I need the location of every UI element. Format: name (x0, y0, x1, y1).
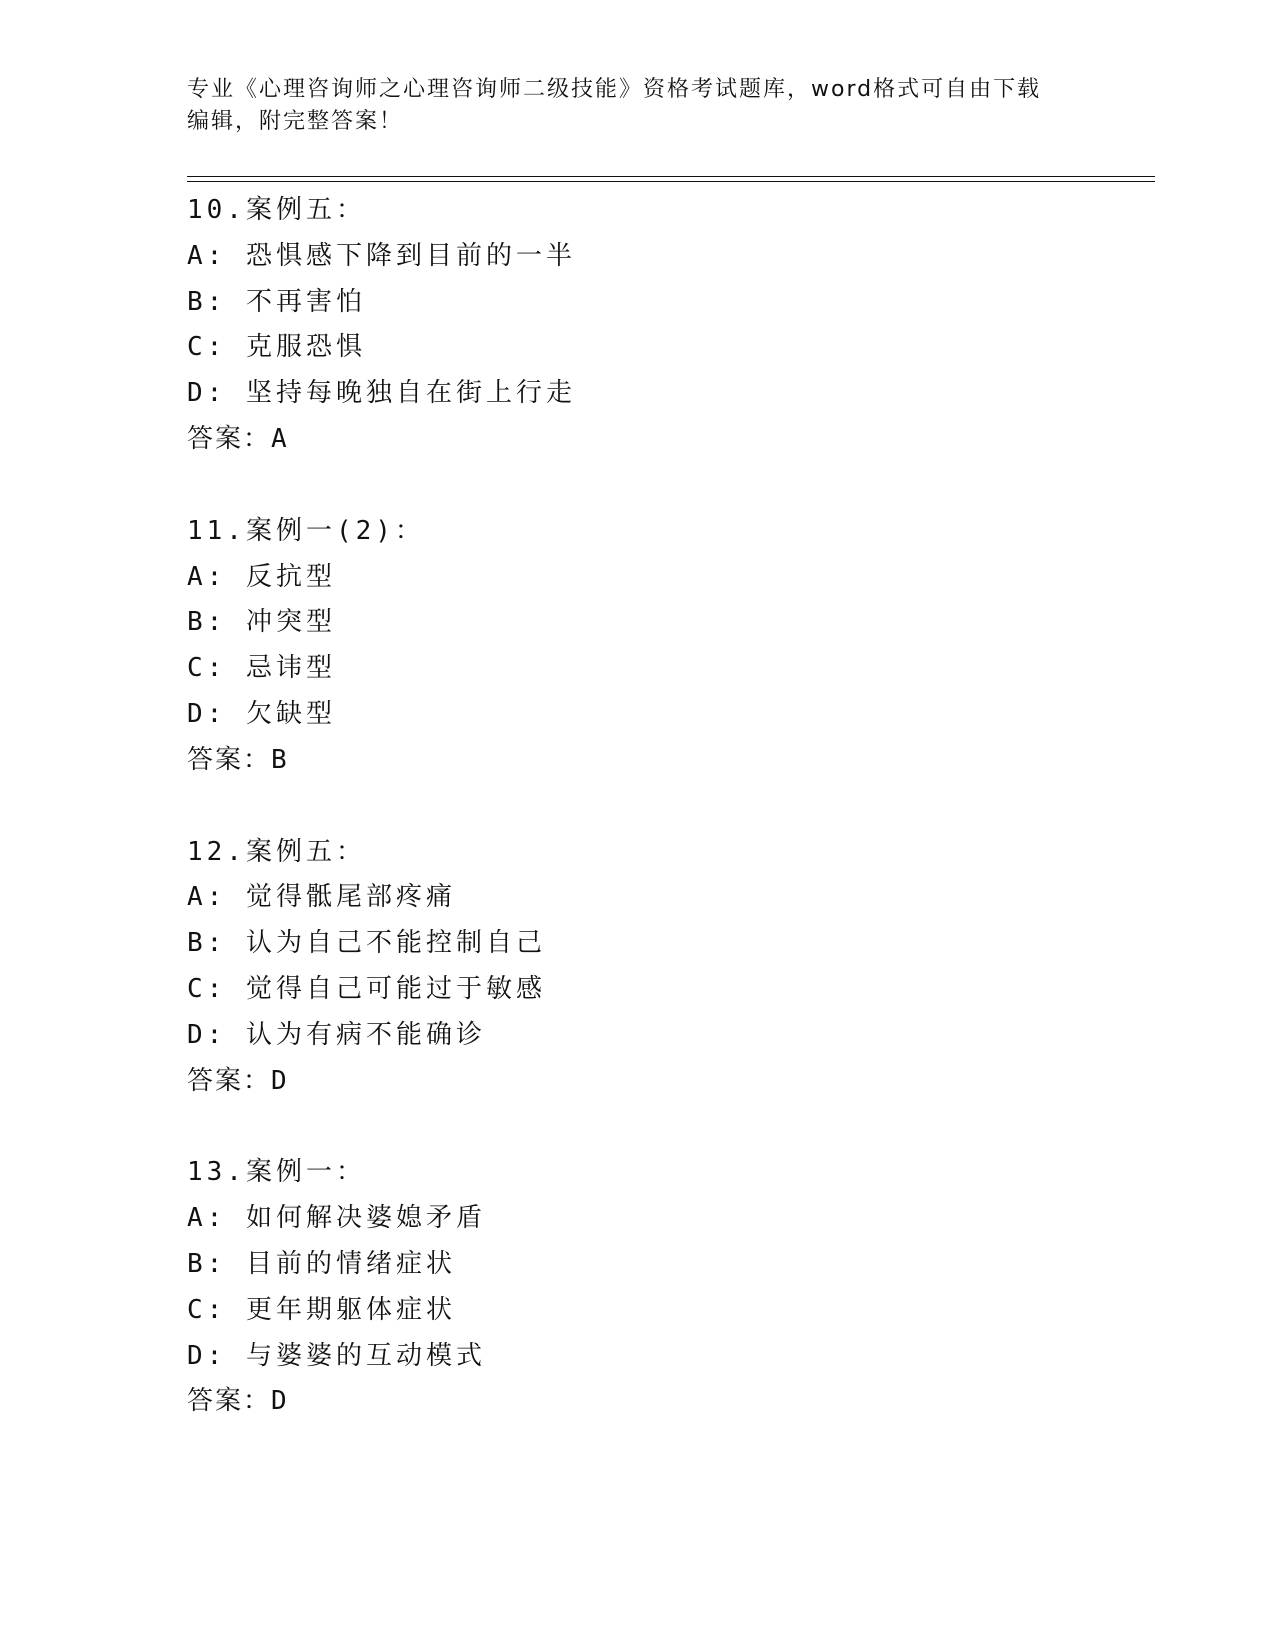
answer (187, 417, 1147, 463)
question-title: 11.案例一(2)： (187, 515, 425, 546)
answer-label: 答案： (187, 1065, 272, 1096)
answer-value: B (271, 744, 289, 775)
answer-value: A (271, 423, 289, 454)
answer-value: D (271, 1065, 289, 1096)
answer-label: 答案： (187, 423, 272, 454)
question-11 (187, 509, 1147, 784)
answer (187, 738, 1147, 784)
option-c: C: 克服恐惧 (187, 332, 366, 363)
option-b: B: 不再害怕 (187, 286, 366, 317)
option-a: A: 觉得骶尾部疼痛 (187, 882, 456, 913)
answer-label: 答案： (187, 1386, 272, 1417)
header-divider-top (187, 176, 1155, 177)
option-c: C: 觉得自己可能过于敏感 (187, 973, 546, 1004)
header-line-1: 专业《心理咨询师之心理咨询师二级技能》资格考试题库，word格式可自由下载 (187, 77, 1042, 102)
question-12 (187, 830, 1147, 1105)
question-list (187, 188, 1147, 1425)
answer-value: D (271, 1386, 289, 1417)
option-c: C: 忌讳型 (187, 653, 336, 684)
option-d: D: 与婆婆的互动模式 (187, 1340, 486, 1371)
option-b: B: 认为自己不能控制自己 (187, 928, 546, 959)
header-line-2: 编辑，附完整答案！ (187, 109, 404, 134)
option-a: A: 如何解决婆媳矛盾 (187, 1203, 486, 1234)
answer (187, 1059, 1147, 1105)
option-a: A: 反抗型 (187, 561, 336, 592)
question-title: 10.案例五： (187, 195, 366, 225)
option-b: B: 冲突型 (187, 607, 336, 638)
header-divider-bottom (187, 181, 1155, 182)
answer-label: 答案： (187, 744, 272, 775)
option-d: D: 认为有病不能确诊 (187, 1019, 486, 1050)
option-d: D: 欠缺型 (187, 698, 336, 729)
question-13 (187, 1150, 1147, 1425)
document-header (187, 74, 1087, 138)
question-10 (187, 188, 1147, 463)
question-title: 12.案例五： (187, 836, 366, 867)
option-c: C: 更年期躯体症状 (187, 1294, 456, 1325)
answer (187, 1379, 1147, 1425)
option-d: D: 坚持每晚独自在街上行走 (187, 378, 576, 409)
option-a: A: 恐惧感下降到目前的一半 (187, 240, 576, 271)
option-b: B: 目前的情绪症状 (187, 1248, 456, 1279)
question-title: 13.案例一： (187, 1157, 366, 1188)
